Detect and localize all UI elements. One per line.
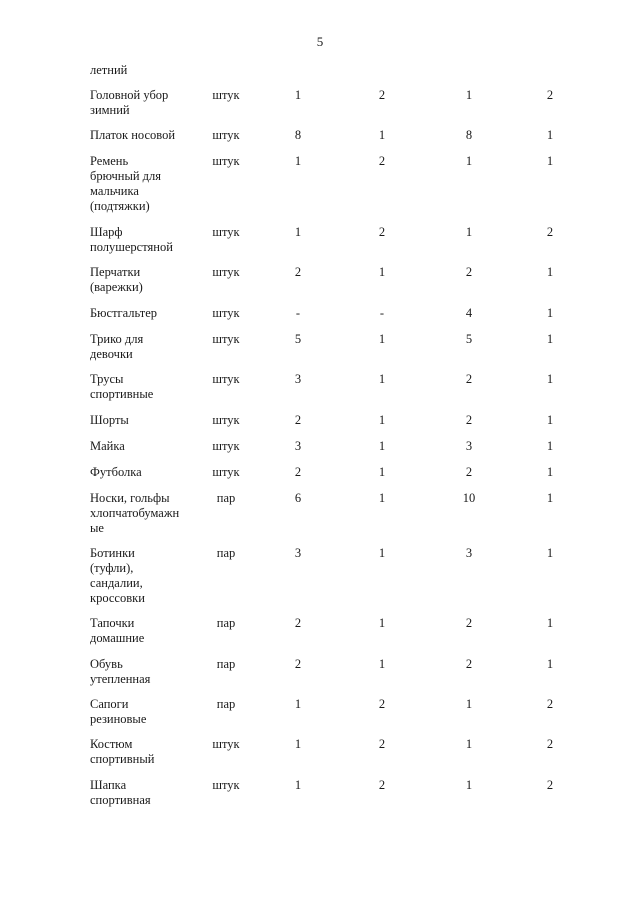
value-text: 1 bbox=[294, 88, 302, 102]
item-name-line: резиновые bbox=[90, 712, 147, 726]
item-name-line: Тапочки bbox=[90, 616, 135, 630]
unit-text: пар bbox=[216, 697, 236, 711]
item-name-line: Трико для bbox=[90, 332, 144, 346]
table-row bbox=[0, 372, 640, 401]
value-text: 1 bbox=[378, 372, 386, 386]
item-name-line: утепленная bbox=[90, 672, 151, 686]
item-name-line: Сапоги bbox=[90, 697, 129, 711]
item-name bbox=[90, 128, 200, 143]
item-name bbox=[90, 88, 200, 118]
item-name-line: девочки bbox=[90, 347, 133, 361]
item-name-line: Костюм bbox=[90, 737, 133, 751]
value-text: 2 bbox=[294, 413, 302, 427]
item-name-line: спортивный bbox=[90, 752, 155, 766]
item-name-line: спортивная bbox=[90, 793, 151, 807]
item-name-line: Шарф bbox=[90, 225, 123, 239]
table-row bbox=[0, 657, 640, 686]
value-text: 2 bbox=[378, 737, 386, 751]
item-name-line: Трусы bbox=[90, 372, 124, 386]
value-text: 2 bbox=[465, 616, 473, 630]
value-text: 5 bbox=[294, 332, 302, 346]
item-name-line: (подтяжки) bbox=[90, 199, 150, 213]
value-text: 1 bbox=[546, 413, 554, 427]
value-text: 8 bbox=[465, 128, 473, 142]
value-text: 1 bbox=[546, 372, 554, 386]
unit-text: штук bbox=[212, 154, 240, 168]
table-row bbox=[0, 154, 640, 213]
item-name bbox=[90, 306, 200, 321]
item-name-line: Платок носовой bbox=[90, 128, 176, 142]
value-text: 3 bbox=[294, 439, 302, 453]
value-text: - bbox=[295, 306, 301, 320]
table-row bbox=[0, 265, 640, 294]
table-row bbox=[0, 332, 640, 361]
item-name-line: Ремень bbox=[90, 154, 129, 168]
unit-text: штук bbox=[212, 88, 240, 102]
value-text: 1 bbox=[546, 265, 554, 279]
table-row bbox=[0, 778, 640, 807]
value-text: 2 bbox=[546, 88, 554, 102]
item-name bbox=[90, 372, 200, 402]
value-text: 2 bbox=[294, 465, 302, 479]
item-name-line: Шапка bbox=[90, 778, 127, 792]
value-text: 2 bbox=[465, 465, 473, 479]
value-text: 1 bbox=[546, 332, 554, 346]
value-text: 1 bbox=[294, 737, 302, 751]
value-text: 2 bbox=[546, 737, 554, 751]
item-name bbox=[90, 616, 200, 646]
value-text: 2 bbox=[546, 697, 554, 711]
value-text: 3 bbox=[465, 546, 473, 560]
value-text: 2 bbox=[378, 778, 386, 792]
unit-text: штук bbox=[212, 737, 240, 751]
value-text: 1 bbox=[294, 225, 302, 239]
value-text: 1 bbox=[378, 546, 386, 560]
item-name-line: Носки, гольфы bbox=[90, 491, 170, 505]
value-text: 6 bbox=[294, 491, 302, 505]
item-name-line: Ботинки bbox=[90, 546, 135, 560]
table-row bbox=[0, 546, 640, 605]
item-name-line: Шорты bbox=[90, 413, 129, 427]
value-text: 1 bbox=[546, 546, 554, 560]
table-row bbox=[0, 737, 640, 766]
value-text: 5 bbox=[465, 332, 473, 346]
item-name-line: (варежки) bbox=[90, 280, 143, 294]
value-text: 2 bbox=[294, 616, 302, 630]
item-name-line: домашние bbox=[90, 631, 145, 645]
item-name-line: брючный для bbox=[90, 169, 162, 183]
item-name bbox=[90, 154, 200, 214]
value-text: 2 bbox=[465, 265, 473, 279]
value-text: 1 bbox=[546, 657, 554, 671]
item-name-line: Бюстгальтер bbox=[90, 306, 158, 320]
unit-text: штук bbox=[212, 265, 240, 279]
value-text: 1 bbox=[465, 737, 473, 751]
item-name bbox=[90, 225, 200, 255]
item-name-line: Перчатки bbox=[90, 265, 141, 279]
table-row bbox=[0, 439, 640, 454]
item-name bbox=[90, 697, 200, 727]
value-text: 1 bbox=[546, 439, 554, 453]
value-text: 3 bbox=[294, 372, 302, 386]
value-text: 1 bbox=[378, 657, 386, 671]
value-text: 2 bbox=[378, 697, 386, 711]
item-name bbox=[90, 491, 200, 536]
item-name-line: (туфли), bbox=[90, 561, 134, 575]
value-text: 1 bbox=[465, 778, 473, 792]
value-text: 2 bbox=[294, 265, 302, 279]
value-text: 2 bbox=[378, 88, 386, 102]
value-text: 2 bbox=[294, 657, 302, 671]
table-row bbox=[0, 491, 640, 535]
unit-text: штук bbox=[212, 413, 240, 427]
unit-text: штук bbox=[212, 372, 240, 386]
item-name-line: мальчика bbox=[90, 184, 139, 198]
value-text: 1 bbox=[546, 154, 554, 168]
continued-item-text: летний bbox=[90, 63, 128, 77]
value-text: 1 bbox=[465, 88, 473, 102]
table-row bbox=[0, 465, 640, 480]
value-text: 4 bbox=[465, 306, 473, 320]
table-row bbox=[0, 616, 640, 645]
value-text: - bbox=[379, 306, 385, 320]
value-text: 2 bbox=[378, 154, 386, 168]
item-name-line: хлопчатобумажн bbox=[90, 506, 180, 520]
item-name bbox=[90, 332, 200, 362]
item-name-line: спортивные bbox=[90, 387, 154, 401]
item-name bbox=[90, 657, 200, 687]
value-text: 1 bbox=[378, 616, 386, 630]
unit-text: пар bbox=[216, 657, 236, 671]
value-text: 1 bbox=[294, 778, 302, 792]
value-text: 1 bbox=[546, 616, 554, 630]
unit-text: пар bbox=[216, 616, 236, 630]
unit-text: пар bbox=[216, 491, 236, 505]
item-name-line: ые bbox=[90, 521, 104, 535]
item-name-line: сандалии, bbox=[90, 576, 143, 590]
unit-text: штук bbox=[212, 225, 240, 239]
table-row bbox=[0, 225, 640, 254]
value-text: 1 bbox=[378, 413, 386, 427]
item-name-line: зимний bbox=[90, 103, 130, 117]
item-name-line: Головной убор bbox=[90, 88, 169, 102]
value-text: 1 bbox=[378, 128, 386, 142]
value-text: 1 bbox=[378, 465, 386, 479]
item-name-line: кроссовки bbox=[90, 591, 145, 605]
value-text: 8 bbox=[294, 128, 302, 142]
unit-text: пар bbox=[216, 546, 236, 560]
item-name-line: полушерстяной bbox=[90, 240, 173, 254]
item-name-line: Футболка bbox=[90, 465, 142, 479]
item-name bbox=[90, 737, 200, 767]
value-text: 1 bbox=[378, 332, 386, 346]
page-number: 5 bbox=[316, 34, 324, 49]
value-text: 2 bbox=[378, 225, 386, 239]
item-name bbox=[90, 265, 200, 295]
value-text: 1 bbox=[465, 225, 473, 239]
unit-text: штук bbox=[212, 128, 240, 142]
item-name bbox=[90, 465, 200, 480]
value-text: 1 bbox=[294, 154, 302, 168]
value-text: 1 bbox=[378, 491, 386, 505]
table-row bbox=[0, 306, 640, 321]
value-text: 1 bbox=[294, 697, 302, 711]
value-text: 2 bbox=[546, 225, 554, 239]
item-name bbox=[90, 413, 200, 428]
value-text: 2 bbox=[465, 372, 473, 386]
item-name bbox=[90, 778, 200, 808]
unit-text: штук bbox=[212, 465, 240, 479]
value-text: 1 bbox=[378, 265, 386, 279]
value-text: 1 bbox=[546, 465, 554, 479]
table-row bbox=[0, 88, 640, 117]
table-row bbox=[0, 128, 640, 143]
value-text: 1 bbox=[546, 306, 554, 320]
unit-text: штук bbox=[212, 306, 240, 320]
value-text: 1 bbox=[546, 491, 554, 505]
value-text: 2 bbox=[546, 778, 554, 792]
value-text: 1 bbox=[465, 697, 473, 711]
unit-text: штук bbox=[212, 439, 240, 453]
item-name-line: Майка bbox=[90, 439, 125, 453]
item-name bbox=[90, 546, 200, 606]
value-text: 10 bbox=[462, 491, 476, 505]
value-text: 3 bbox=[465, 439, 473, 453]
value-text: 3 bbox=[294, 546, 302, 560]
table-row bbox=[0, 697, 640, 726]
item-name bbox=[90, 439, 200, 454]
value-text: 1 bbox=[465, 154, 473, 168]
value-text: 1 bbox=[378, 439, 386, 453]
unit-text: штук bbox=[212, 778, 240, 792]
value-text: 1 bbox=[546, 128, 554, 142]
unit-text: штук bbox=[212, 332, 240, 346]
value-text: 2 bbox=[465, 413, 473, 427]
item-name-line: Обувь bbox=[90, 657, 123, 671]
table-row bbox=[0, 413, 640, 428]
value-text: 2 bbox=[465, 657, 473, 671]
